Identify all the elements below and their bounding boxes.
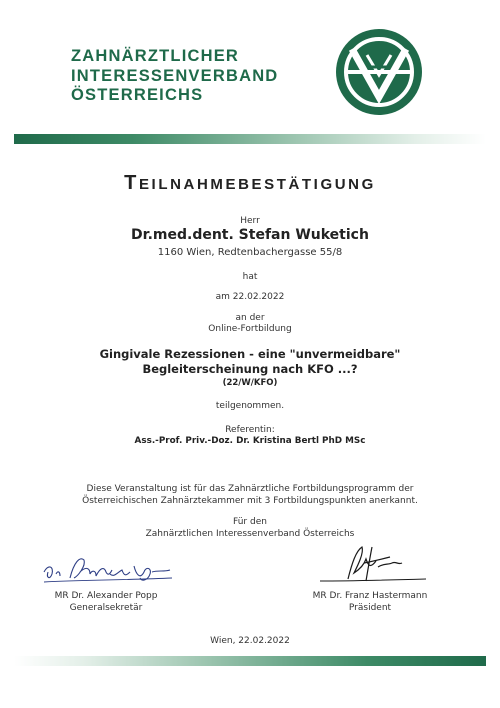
salutation: Herr	[240, 216, 260, 226]
signatory-left-name: MR Dr. Alexander Popp	[54, 591, 158, 601]
recipient-name: Dr.med.dent. Stefan Wuketich	[131, 227, 369, 243]
signatory-right-role: Präsident	[348, 603, 392, 613]
signature-left-icon	[40, 552, 175, 588]
org-line-1: ZAHNÄRZTLICHER	[71, 47, 240, 65]
footer-band	[14, 656, 486, 666]
signatory-right	[300, 590, 440, 614]
course-type: Online-Fortbildung	[208, 324, 292, 334]
accreditation-line-2: Österreichischen Zahnärztekammer mit 3 Fortbildungspunkten anerkannt.	[82, 496, 418, 506]
place-date: Wien, 22.02.2022	[210, 636, 290, 646]
course-title-line-1: Gingivale Rezessionen - eine "unvermeidbare"	[99, 347, 401, 361]
header-band	[14, 134, 486, 144]
org-line-2: INTERESSENVERBAND	[71, 66, 279, 85]
organization-name	[71, 47, 278, 106]
course-title-line-2: Begleiterscheinung nach KFO ...?	[142, 362, 358, 376]
hat-text: hat	[242, 272, 258, 282]
lecturer-name: Ass.-Prof. Priv.-Doz. Dr. Kristina Bertl PhD MSc	[134, 436, 366, 446]
accreditation-line-1: Diese Veranstaltung ist für das Zahnärztliche Fortbildungsprogramm der	[86, 484, 414, 494]
for-organization: Zahnärztlichen Interessenverband Österreichs	[145, 529, 355, 539]
signatory-right-name: MR Dr. Franz Hastermann	[312, 591, 428, 601]
for-label: Für den	[233, 517, 267, 527]
document-title: TEILNAHMEBESTÄTIGUNG	[124, 172, 376, 194]
participated-text: teilgenommen.	[215, 401, 285, 411]
signatory-left	[40, 590, 172, 614]
event-date: am 22.02.2022	[215, 292, 285, 302]
course-code: (22/W/KFO)	[222, 378, 278, 388]
an-der-text: an der	[235, 313, 265, 323]
signature-right-icon	[318, 543, 428, 587]
zaev-emblem-icon	[334, 27, 424, 117]
org-line-3: ÖSTERREICHS	[71, 86, 204, 104]
signatory-left-role: Generalsekretär	[69, 603, 143, 613]
recipient-address: 1160 Wien, Redtenbachergasse 55/8	[157, 247, 343, 258]
lecturer-label: Referentin:	[225, 425, 275, 435]
